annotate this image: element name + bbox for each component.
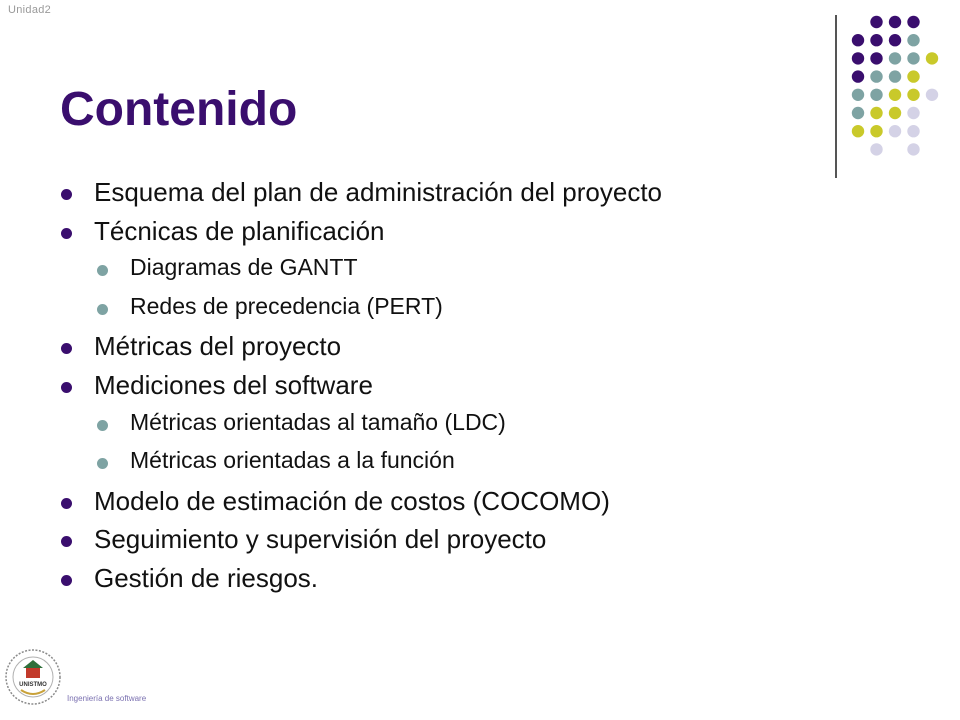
decorative-dot (907, 52, 919, 64)
decorative-dot (870, 34, 882, 46)
outline-text: Seguimiento y supervisión del proyecto (94, 524, 547, 555)
decorative-dot (889, 125, 901, 137)
outline-text: Métricas orientadas al tamaño (LDC) (130, 408, 506, 435)
decorative-dot (852, 107, 864, 119)
outline-text: Técnicas de planificación (94, 215, 385, 246)
outline-item (94, 486, 610, 517)
unit-label: Unidad2 (8, 4, 52, 16)
decorative-dot (889, 89, 901, 101)
bullet-icon (61, 575, 72, 586)
bullet-icon (61, 343, 72, 354)
decorative-dot (870, 70, 882, 82)
decorative-dot (852, 34, 864, 46)
decorative-dot (870, 143, 882, 155)
decorative-dot (889, 52, 901, 64)
decorative-dot (907, 16, 919, 28)
decorative-dot (870, 52, 882, 64)
decorative-dot (870, 107, 882, 119)
decorative-dot (907, 143, 919, 155)
decorative-dot (852, 70, 864, 82)
outline-subitem (130, 409, 506, 436)
decorative-dot (926, 52, 938, 64)
bullet-icon (97, 265, 108, 276)
slide-title: Contenido (60, 83, 298, 136)
outline-subitem (130, 293, 443, 320)
logo-text: UNISTMO (19, 682, 47, 688)
bullet-icon (61, 498, 72, 509)
outline-text: Redes de precedencia (PERT) (130, 292, 443, 319)
outline-item (94, 216, 385, 247)
decorative-dot (907, 34, 919, 46)
outline-text: Gestión de riesgos. (94, 563, 319, 593)
decorative-dot (852, 89, 864, 101)
decorative-dot (907, 70, 919, 82)
decorative-dot (907, 89, 919, 101)
bullet-icon (61, 536, 72, 547)
outline-item (94, 563, 318, 594)
outline-item (94, 524, 546, 555)
decorative-dot (907, 107, 919, 119)
decorative-dot (889, 70, 901, 82)
bullet-icon (97, 420, 108, 431)
decorative-dot (870, 125, 882, 137)
decorative-dot (870, 89, 882, 101)
bullet-icon (61, 228, 72, 239)
decorative-dot (889, 107, 901, 119)
decorative-dot (907, 125, 919, 137)
bullet-icon (97, 458, 108, 469)
decorative-dot (852, 52, 864, 64)
outline-text: Mediciones del software (94, 370, 373, 400)
outline-text: Diagramas de GANTT (130, 254, 358, 281)
outline-text: Esquema del plan de administración del proyecto (94, 177, 663, 207)
vertical-divider (835, 15, 837, 178)
bullet-icon (61, 189, 72, 200)
outline-text: Modelo de estimación de costos (COCOMO) (94, 485, 610, 516)
outline-text: Métricas orientadas a la función (130, 447, 455, 474)
outline-subitem (130, 254, 358, 281)
decorative-dot (852, 125, 864, 137)
decorative-dot (870, 16, 882, 28)
outline-subitem (130, 447, 455, 474)
bullet-icon (61, 382, 72, 393)
bullet-icon (97, 304, 108, 315)
decorative-dot (889, 16, 901, 28)
outline-item (94, 331, 341, 362)
decorative-dot (926, 89, 938, 101)
outline-item (94, 370, 373, 401)
unistmo-logo (4, 640, 62, 718)
outline-item (94, 177, 662, 208)
decorative-dot (889, 34, 901, 46)
footer-text: Ingeniería de software (67, 694, 147, 703)
outline-text: Métricas del proyecto (94, 331, 342, 362)
